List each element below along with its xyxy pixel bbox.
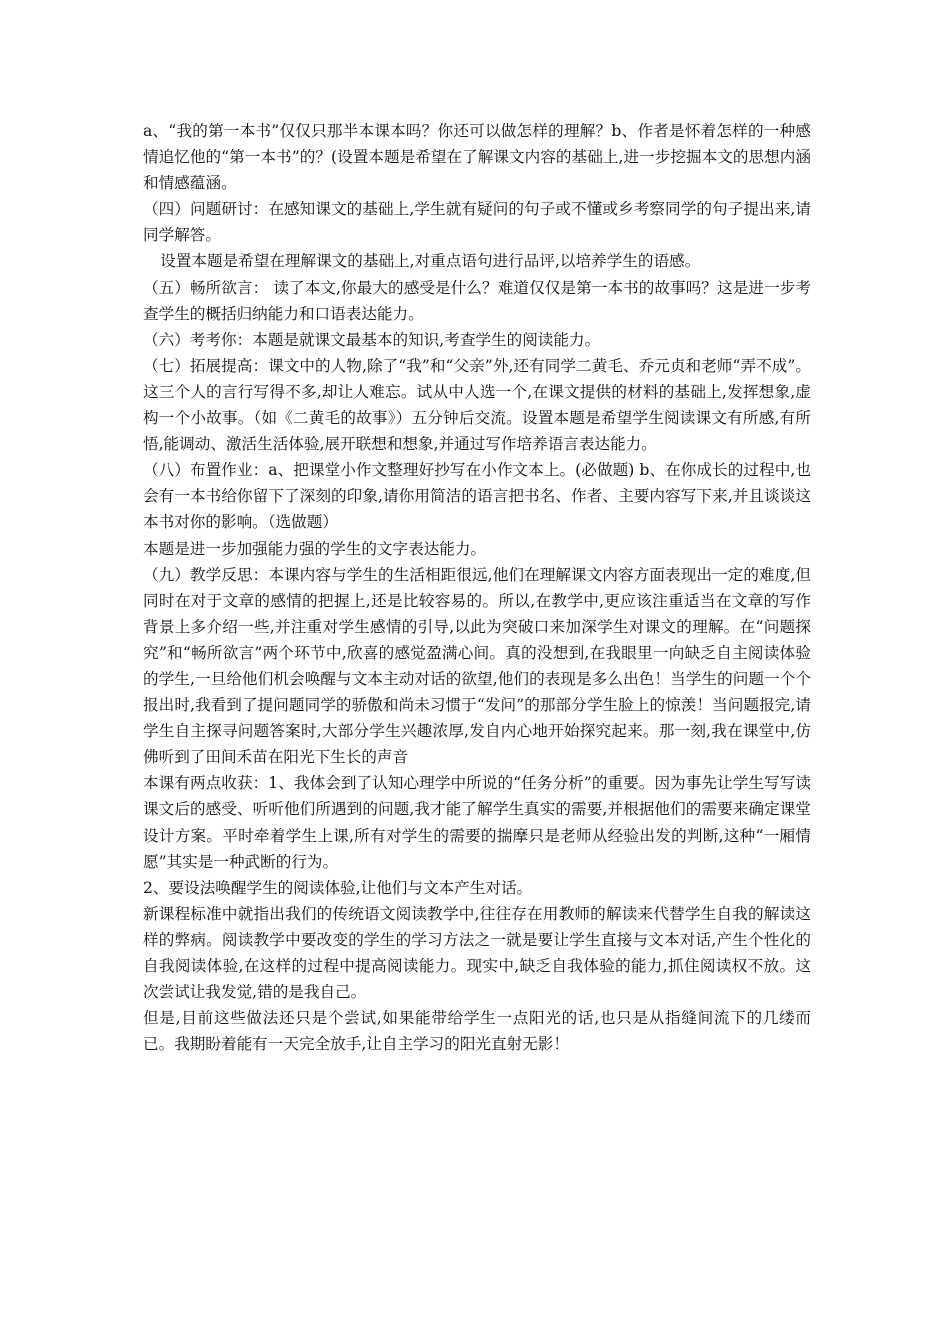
paragraph-section-6: （六）考考你：本题是就课文最基本的知识,考查学生的阅读能力。: [143, 330, 601, 349]
paragraph-section-7: （七）拓展提高：课文中的人物,除了“我”和“父亲”外,还有同学二黄毛、乔元贞和老师“弄不成”。这三个人的言行写得不多,却让人难忘。试从中人选一个,在课文提供的材料的基础上,发挥想象,虚构一个小故事。（如《二黄毛的故事》）五分钟后交流。设置本题是希望学生阅读课文有所感,有所悟,能调动、激活生活体验,展开联想和想象,并通过写作培养语言表达能力。: [143, 356, 811, 454]
paragraph-section-4-purpose: 设置本题是希望在理解课文的基础上,对重点语句进行品评,以培养学生的语感。: [160, 252, 701, 271]
paragraph-questions-ab: a、“我的第一本书”仅仅只那半本课本吗？你还可以做怎样的理解？b、作者是怀着怎样的一种感情追忆他的“第一本书”的？(设置本题是希望在了解课文内容的基础上,进一步挖掘本文的思想内涵和情感蕴涵。: [143, 122, 811, 193]
document-body: [143, 118, 811, 1057]
paragraph-section-8-purpose: 本题是进一步加强能力强的学生的文字表达能力。: [143, 539, 487, 558]
paragraph-conclusion: 但是,目前这些做法还只是个尝试,如果能带给学生一点阳光的话,也只是从指缝间流下的几缕而已。我期盼着能有一天完全放手,让自主学习的阳光直射无影！: [143, 1009, 811, 1054]
paragraph-gain-1: 本课有两点收获：1、我体会到了认知心理学中所说的“任务分析”的重要。因为事先让学生写写读课文后的感受、听听他们所遇到的问题,我才能了解学生真实的需要,并根据他们的需要来确定课堂设计方案。平时牵着学生上课,所有对学生的需要的揣摩只是老师从经验出发的判断,这种“一厢情愿”其实是一种武断的行为。: [143, 774, 811, 871]
paragraph-section-4: （四）问题研讨：在感知课文的基础上,学生就有疑问的句子或不懂或乡考察同学的句子提出来,请同学解答。: [143, 200, 811, 245]
paragraph-section-9: （九）教学反思：本课内容与学生的生活相距很远,他们在理解课文内容方面表现出一定的难度,但同时在对于文章的感情的把握上,还是比较容易的。所以,在教学中,更应该注重适当在文章的写作背景上多介绍一些,并注重对学生感情的引导,以此为突破口来加深学生对课文的理解。在“问题探究”和“畅所欲言”两个环节中,欣喜的感觉盈满心间。真的没想到,在我眼里一向缺乏自主阅读体验的学生,一旦给他们机会唤醒与文本主动对话的欲望,他们的表现是多么出色！当学生的问题一个个报出时,我看到了提问题同学的骄傲和尚未习惯于“发问”的那部分学生脸上的惊羡！当问题报完,请学生自主探寻问题答案时,大部分学生兴趣浓厚,发自内心地开始探究起来。那一刻,我在课堂中,仿佛听到了田间禾苗在阳光下生长的声音: [143, 565, 811, 767]
paragraph-gain-2: 2、要设法唤醒学生的阅读体验,让他们与文本产生对话。: [143, 878, 533, 897]
paragraph-section-5: （五）畅所欲言： 读了本文,你最大的感受是什么？难道仅仅是第一本书的故事吗？这是进一步考查学生的概括归纳能力和口语表达能力。: [143, 278, 811, 323]
paragraph-section-8: （八）布置作业：a、把课堂小作文整理好抄写在小作文本上。(必做题) b、在你成长的过程中,也会有一本书给你留下了深刻的印象,请你用简洁的语言把书名、作者、主要内容写下来,并且谈谈这本书对你的影响。（选做题）: [143, 461, 811, 532]
paragraph-curriculum-standard: 新课程标准中就指出我们的传统语文阅读教学中,往往存在用教师的解读来代替学生自我的解读这样的弊病。阅读教学中要改变的学生的学习方法之一就是要让学生直接与文本对话,产生个性化的自我阅读体验,在这样的过程中提高阅读能力。现实中,缺乏自我体验的能力,抓住阅读权不放。这次尝试让我发觉,错的是我自己。: [143, 904, 811, 1002]
